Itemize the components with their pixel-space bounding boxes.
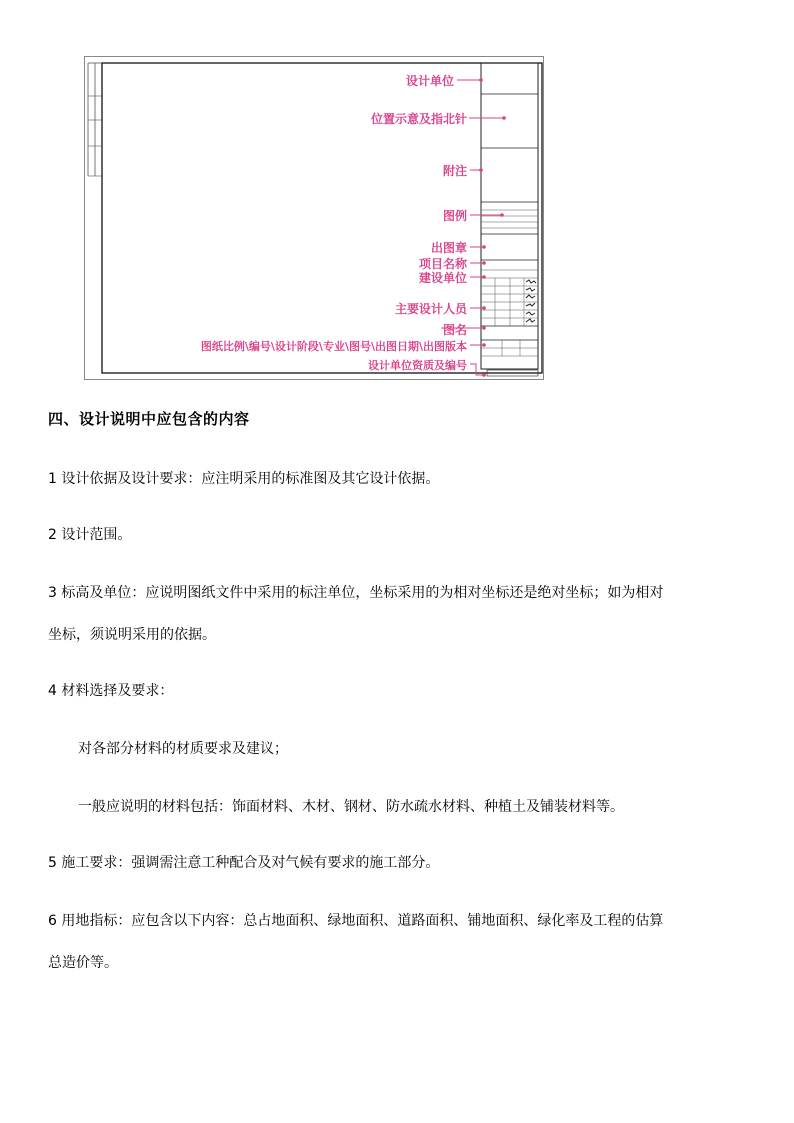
paragraph-6-line-1: 6 用地指标：应包含以下内容：总占地面积、绿地面积、道路面积、铺地面积、绿化率及工程的估算 (48, 913, 664, 929)
paragraph-4-item-2: 一般应说明的材料包括：饰面材料、木材、钢材、防水疏水材料、种植土及铺装材料等。 (78, 799, 624, 815)
title-block-diagram (84, 56, 544, 380)
paragraph-6-line-2: 总造价等。 (48, 955, 118, 971)
section-heading: 四、设计说明中应包含的内容 (48, 410, 250, 428)
paragraph-4: 4 材料选择及要求： (48, 683, 174, 699)
paragraph-3-line-1: 3 标高及单位：应说明图纸文件中采用的标注单位，坐标采用的为相对坐标还是绝对坐标；如为相对 (48, 585, 664, 601)
label-legend: 图例 (442, 209, 467, 223)
label-project-name: 项目名称 (418, 257, 467, 271)
label-designers: 主要设计人员 (394, 302, 467, 316)
paragraph-4-item-1: 对各部分材料的材质要求及建议； (78, 741, 288, 757)
label-qualification: 设计单位资质及编号 (368, 359, 467, 372)
label-location-north: 位置示意及指北针 (370, 112, 467, 126)
paragraph-3-line-2: 坐标，须说明采用的依据。 (48, 627, 216, 643)
paragraph-5: 5 施工要求：强调需注意工种配合及对气候有要求的施工部分。 (48, 855, 440, 871)
label-drawing-info: 图纸比例\编号\设计阶段\专业\图号\出图日期\出图版本 (200, 340, 467, 353)
label-drawing-name: 图名 (442, 323, 467, 337)
paragraph-2: 2 设计范围。 (48, 527, 132, 543)
label-design-unit: 设计单位 (405, 74, 454, 88)
label-client: 建设单位 (418, 271, 467, 285)
label-notes: 附注 (442, 164, 467, 178)
label-seal: 出图章 (430, 241, 467, 255)
paragraph-1: 1 设计依据及设计要求：应注明采用的标准图及其它设计依据。 (48, 471, 440, 487)
